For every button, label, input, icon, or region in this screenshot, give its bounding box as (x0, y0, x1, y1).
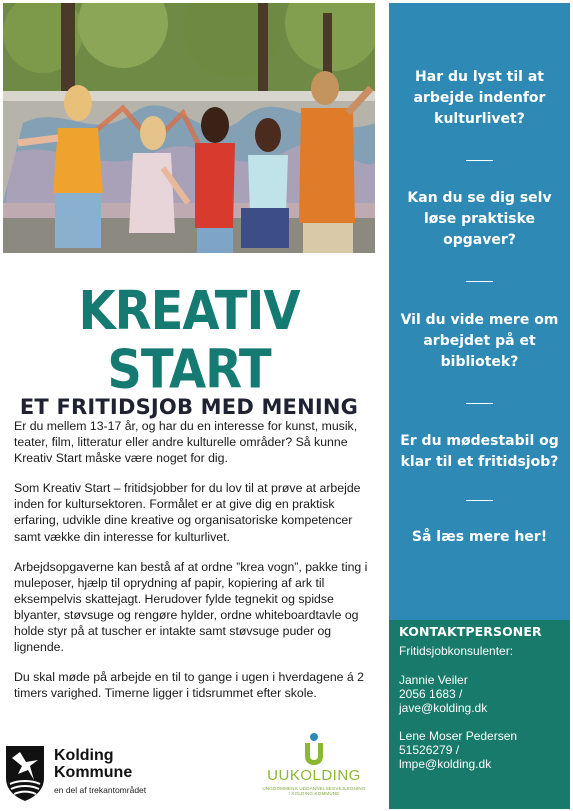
contact-box (389, 620, 570, 809)
question-separator (466, 500, 493, 501)
question-4: Er du mødestabil og klar til et fritidsjob? (400, 433, 559, 470)
uu-person-icon (302, 732, 326, 766)
uu-wordmark: UUKOLDING (267, 767, 361, 784)
contact-role: Fritidsjobkonsulenter: (399, 644, 514, 658)
kolding-tagline: en del af trekantområdet (54, 785, 147, 795)
hero-photo (3, 3, 375, 253)
question-separator (466, 160, 493, 161)
kolding-name: Kolding Kommune (54, 747, 133, 781)
uu-tagline: UNGDOMMENS UDDANNELSESVEJLEDNING I KOLDING KOMMUNE (262, 786, 366, 796)
question-separator (466, 281, 493, 282)
contact-phone: 2056 1683 / (399, 687, 463, 701)
question-column (389, 3, 570, 620)
question-separator (466, 403, 493, 404)
kolding-kommune-logo (4, 744, 204, 804)
read-more-link[interactable]: Så læs mere her! (411, 529, 548, 545)
uu-kolding-logo (262, 732, 366, 796)
contact-heading: KONTAKTPERSONER (399, 624, 542, 639)
contact-phone: 51526279 / (399, 743, 460, 757)
page-subtitle: ET FRITIDSJOB MED MENING (19, 395, 359, 419)
contact-email[interactable]: lmpe@kolding.dk (399, 757, 492, 771)
contact-name: Lene Moser Pedersen (399, 729, 518, 743)
contact-person (399, 673, 560, 715)
question-2: Kan du se dig selv løse praktiske opgaver? (407, 190, 552, 248)
body-text (14, 418, 370, 715)
contact-email[interactable]: jave@kolding.dk (399, 701, 488, 715)
contact-person (399, 729, 560, 771)
headline (3, 279, 375, 420)
kolding-shield-icon (4, 744, 46, 802)
question-1: Har du lyst til at arbejde indenfor kulturlivet? (413, 69, 546, 127)
contact-name: Jannie Veiler (399, 673, 468, 687)
body-paragraph: Arbejdsopgaverne kan bestå af at ordne ”krea vogn”, pakke ting i muleposer, hjælp til oprydning af papir, kopiering af ark til eksempelvis skattejagt. Herudover fylde tegnekit og spidse blyanter, støvsuge og rengøre hylder, ordne whiteboardtavle og holde styr på at tuscher er intakte samt støvsuge puder og lignende. (14, 559, 368, 655)
question-3: Vil du vide mere om arbejdet på et bibliotek? (400, 312, 559, 370)
hero-illustration (3, 3, 375, 253)
body-paragraph: Som Kreativ Start – fritidsjobber for du lov til at prøve at arbejde inden for kultursektoren. Formålet er at give dig en praktisk erfaring, udvikle dine kreative og organisatoriske kompetencer samt vække din interesse for kulturlivet. (14, 481, 361, 544)
body-paragraph: Du skal møde på arbejde en til to gange i ugen i hverdagene á 2 timers varighed. Timerne ligger i tidsrummet efter skole. (14, 670, 365, 701)
body-paragraph: Er du mellem 13-17 år, og har du en interesse for kunst, musik, teater, film, litteratur eller andre kulturelle områder? Så kunne Kreativ Start måske være noget for dig. (14, 419, 358, 466)
page-title: KREATIV START (78, 279, 300, 401)
